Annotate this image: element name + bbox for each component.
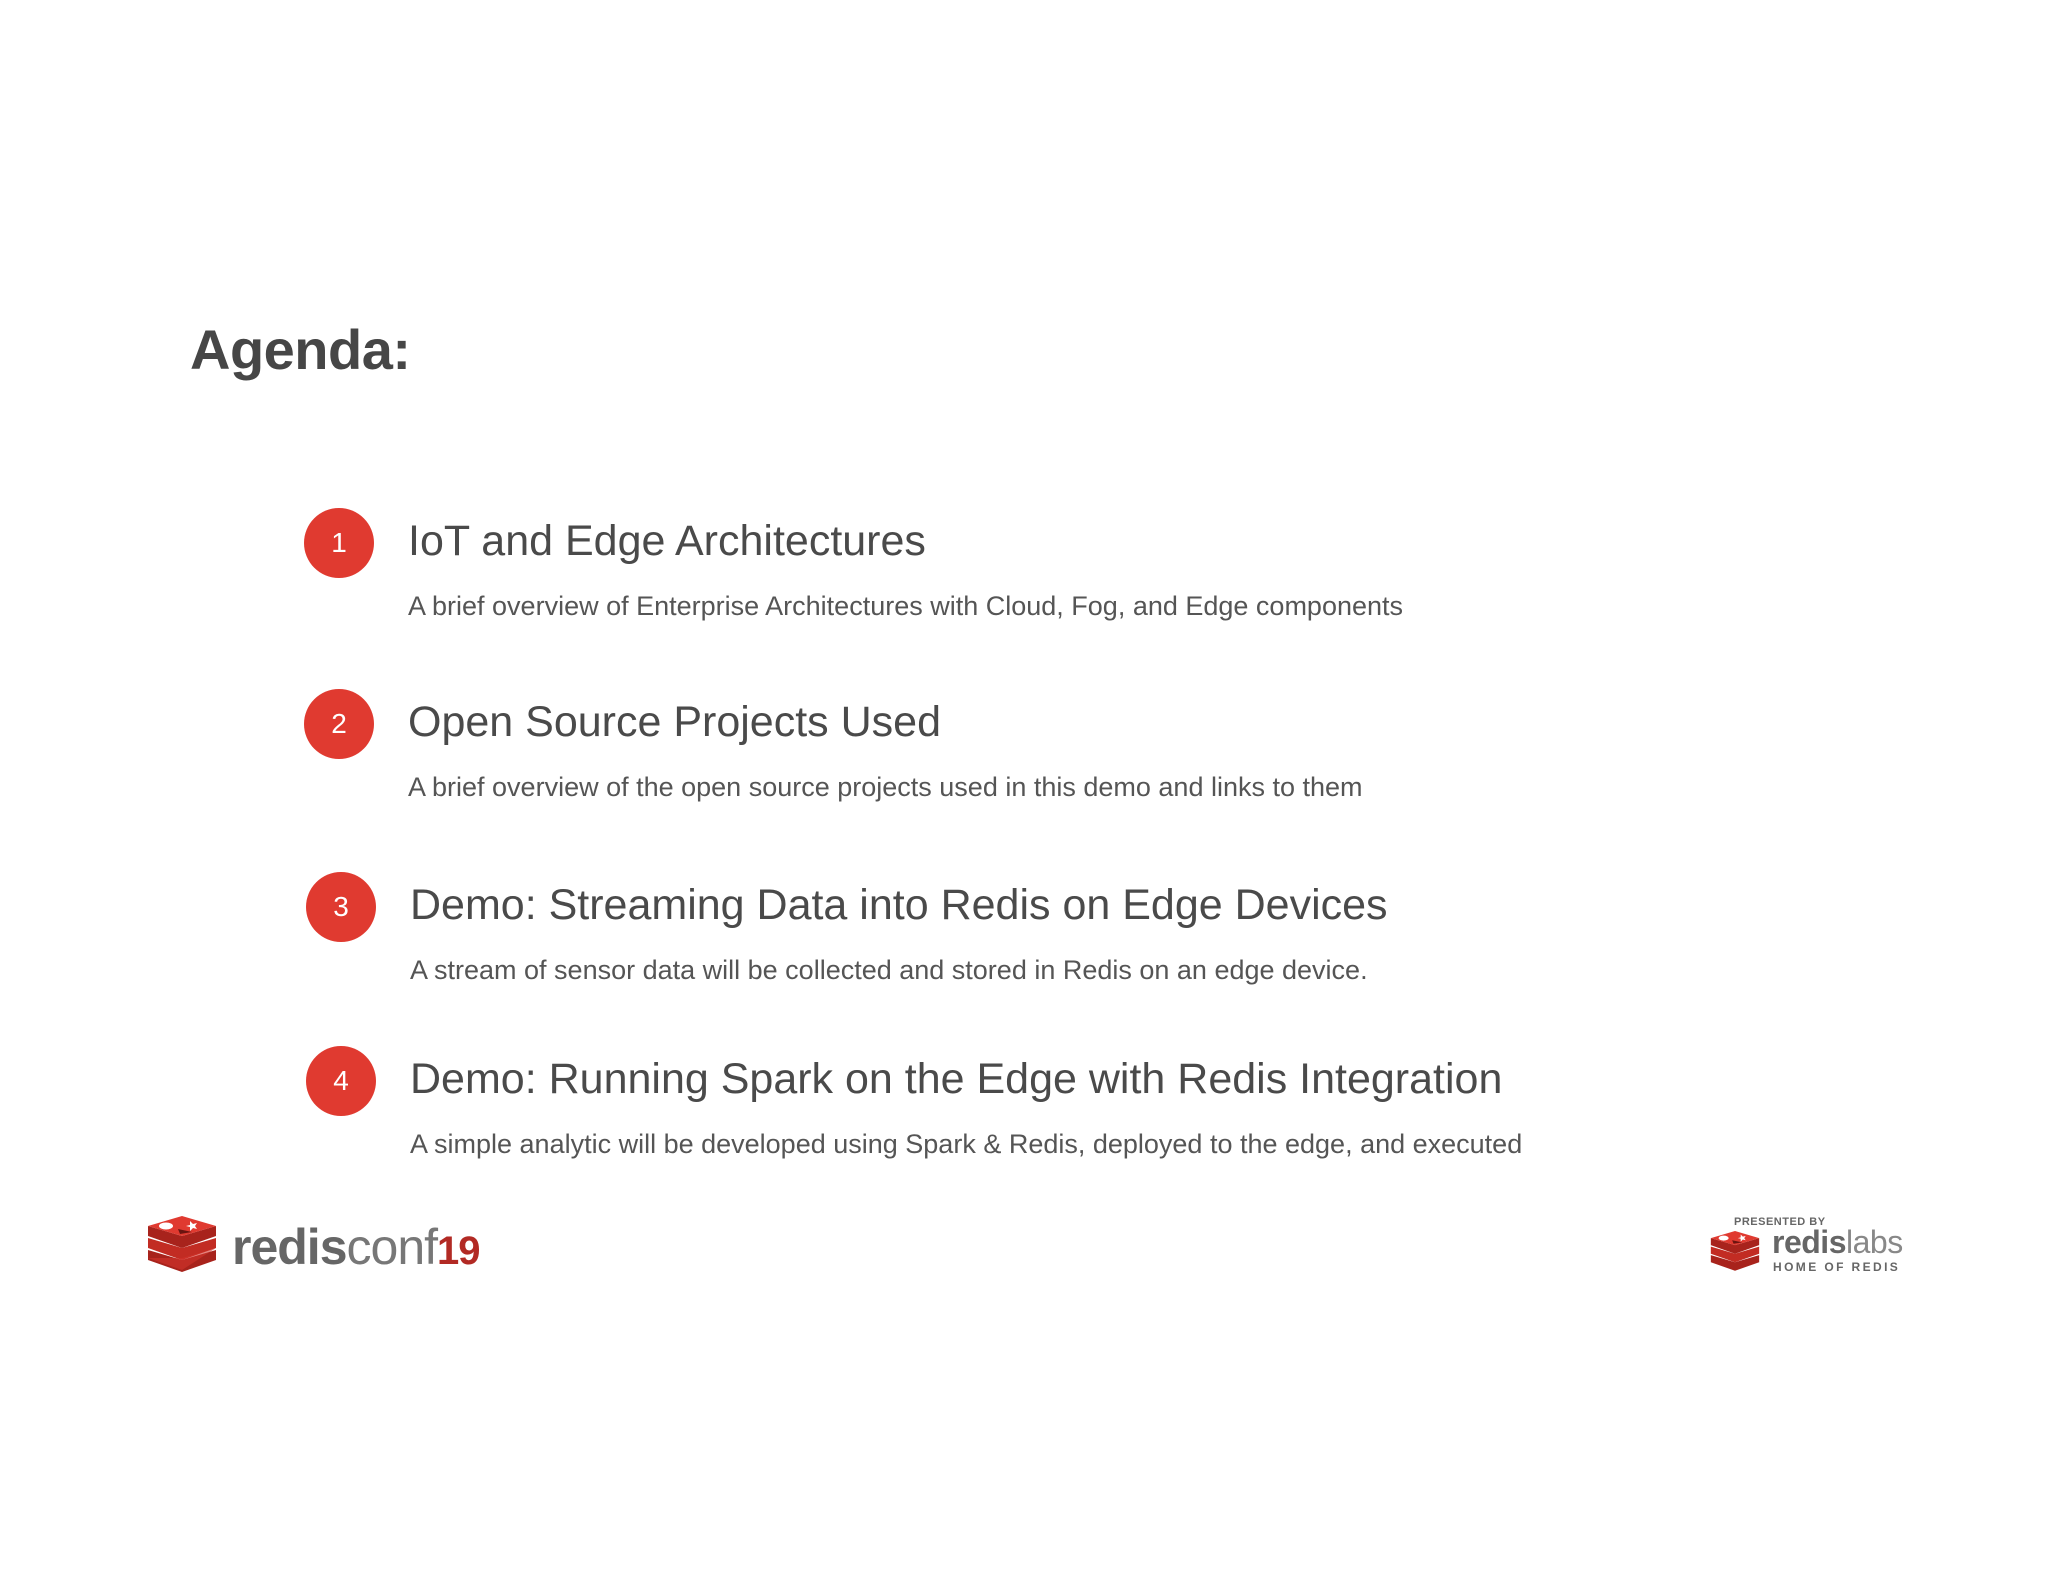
agenda-item-title: Demo: Streaming Data into Redis on Edge Devices [410, 881, 1388, 929]
wordmark-year: 19 [437, 1229, 480, 1273]
agenda-item-description: A simple analytic will be developed using Spark & Redis, deployed to the edge, and executed [410, 1129, 1523, 1159]
redisconf-logo [144, 1212, 480, 1282]
wordmark-redis: redis [232, 1219, 347, 1275]
wordmark-conf: conf [346, 1219, 438, 1275]
redislabs-logo [1708, 1216, 1908, 1276]
agenda-item-title: Open Source Projects Used [408, 698, 941, 746]
agenda-item-title: IoT and Edge Architectures [408, 517, 926, 565]
redislabs-tagline: HOME OF REDIS [1773, 1260, 1901, 1274]
agenda-item-description: A brief overview of Enterprise Architectures with Cloud, Fog, and Edge components [408, 591, 1404, 621]
number-badge: 4 [306, 1046, 376, 1116]
number-badge: 1 [304, 508, 374, 578]
redis-cube-stack-icon [1708, 1228, 1762, 1278]
presented-by-label: PRESENTED BY [1734, 1216, 1826, 1228]
number-badge: 3 [306, 872, 376, 942]
number-badge: 2 [304, 689, 374, 759]
page-title: Agenda: [190, 318, 411, 381]
redis-cube-stack-icon [144, 1212, 220, 1282]
agenda-item-title: Demo: Running Spark on the Edge with Redis Integration [410, 1055, 1503, 1103]
agenda-item-description: A stream of sensor data will be collected and stored in Redis on an edge device. [410, 955, 1368, 985]
wordmark-redis: redis [1772, 1224, 1846, 1260]
wordmark-labs: labs [1845, 1224, 1903, 1260]
redisconf-wordmark [232, 1219, 480, 1275]
agenda-item-description: A brief overview of the open source projects used in this demo and links to them [408, 772, 1363, 802]
redislabs-wordmark [1772, 1226, 1903, 1258]
